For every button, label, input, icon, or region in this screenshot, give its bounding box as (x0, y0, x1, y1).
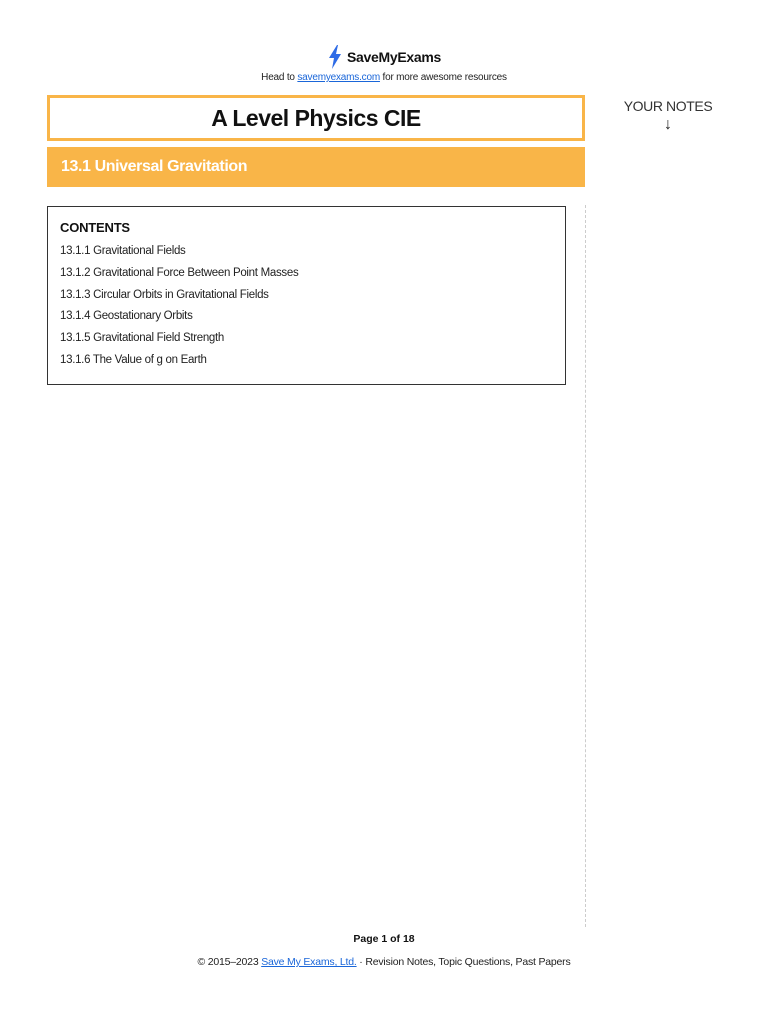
section-title: 13.1 Universal Gravitation (61, 158, 248, 175)
company-link[interactable]: Save My Exams, Ltd. (261, 956, 357, 968)
notes-divider (585, 205, 586, 927)
contents-item[interactable]: 13.1.1 Gravitational Fields (60, 245, 186, 257)
contents-item[interactable]: 13.1.3 Circular Orbits in Gravitational Fields (60, 288, 269, 301)
page-title: A Level Physics CIE (211, 104, 421, 131)
footer-suffix: · Revision Notes, Topic Questions, Past Papers (356, 956, 571, 968)
section-bar (47, 147, 585, 187)
savemyexams-link[interactable]: savemyexams.com (297, 72, 380, 83)
footer (0, 956, 768, 968)
title-box (47, 95, 585, 141)
tagline-suffix: for more awesome resources (379, 72, 507, 83)
contents-item[interactable]: 13.1.6 The Value of g on Earth (60, 353, 207, 366)
contents-item[interactable]: 13.1.2 Gravitational Force Between Point Masses (60, 266, 299, 279)
brand-header (0, 44, 768, 70)
contents-item[interactable]: 13.1.5 Gravitational Field Strength (60, 332, 225, 345)
contents-item[interactable]: 13.1.4 Geostationary Orbits (60, 310, 193, 323)
contents-box (47, 206, 566, 385)
copyright-prefix: © 2015–2023 (197, 956, 262, 968)
tagline (0, 72, 768, 83)
arrow-down-icon: ↓ (664, 116, 672, 133)
your-notes-label: YOUR NOTES (623, 98, 713, 114)
page-number: Page 1 of 18 (353, 933, 415, 945)
contents-list (60, 241, 553, 372)
contents-heading: CONTENTS (60, 220, 130, 235)
brand-name: SaveMyExams (347, 49, 441, 65)
lightning-bolt-icon (327, 45, 343, 69)
tagline-prefix: Head to (261, 72, 298, 83)
